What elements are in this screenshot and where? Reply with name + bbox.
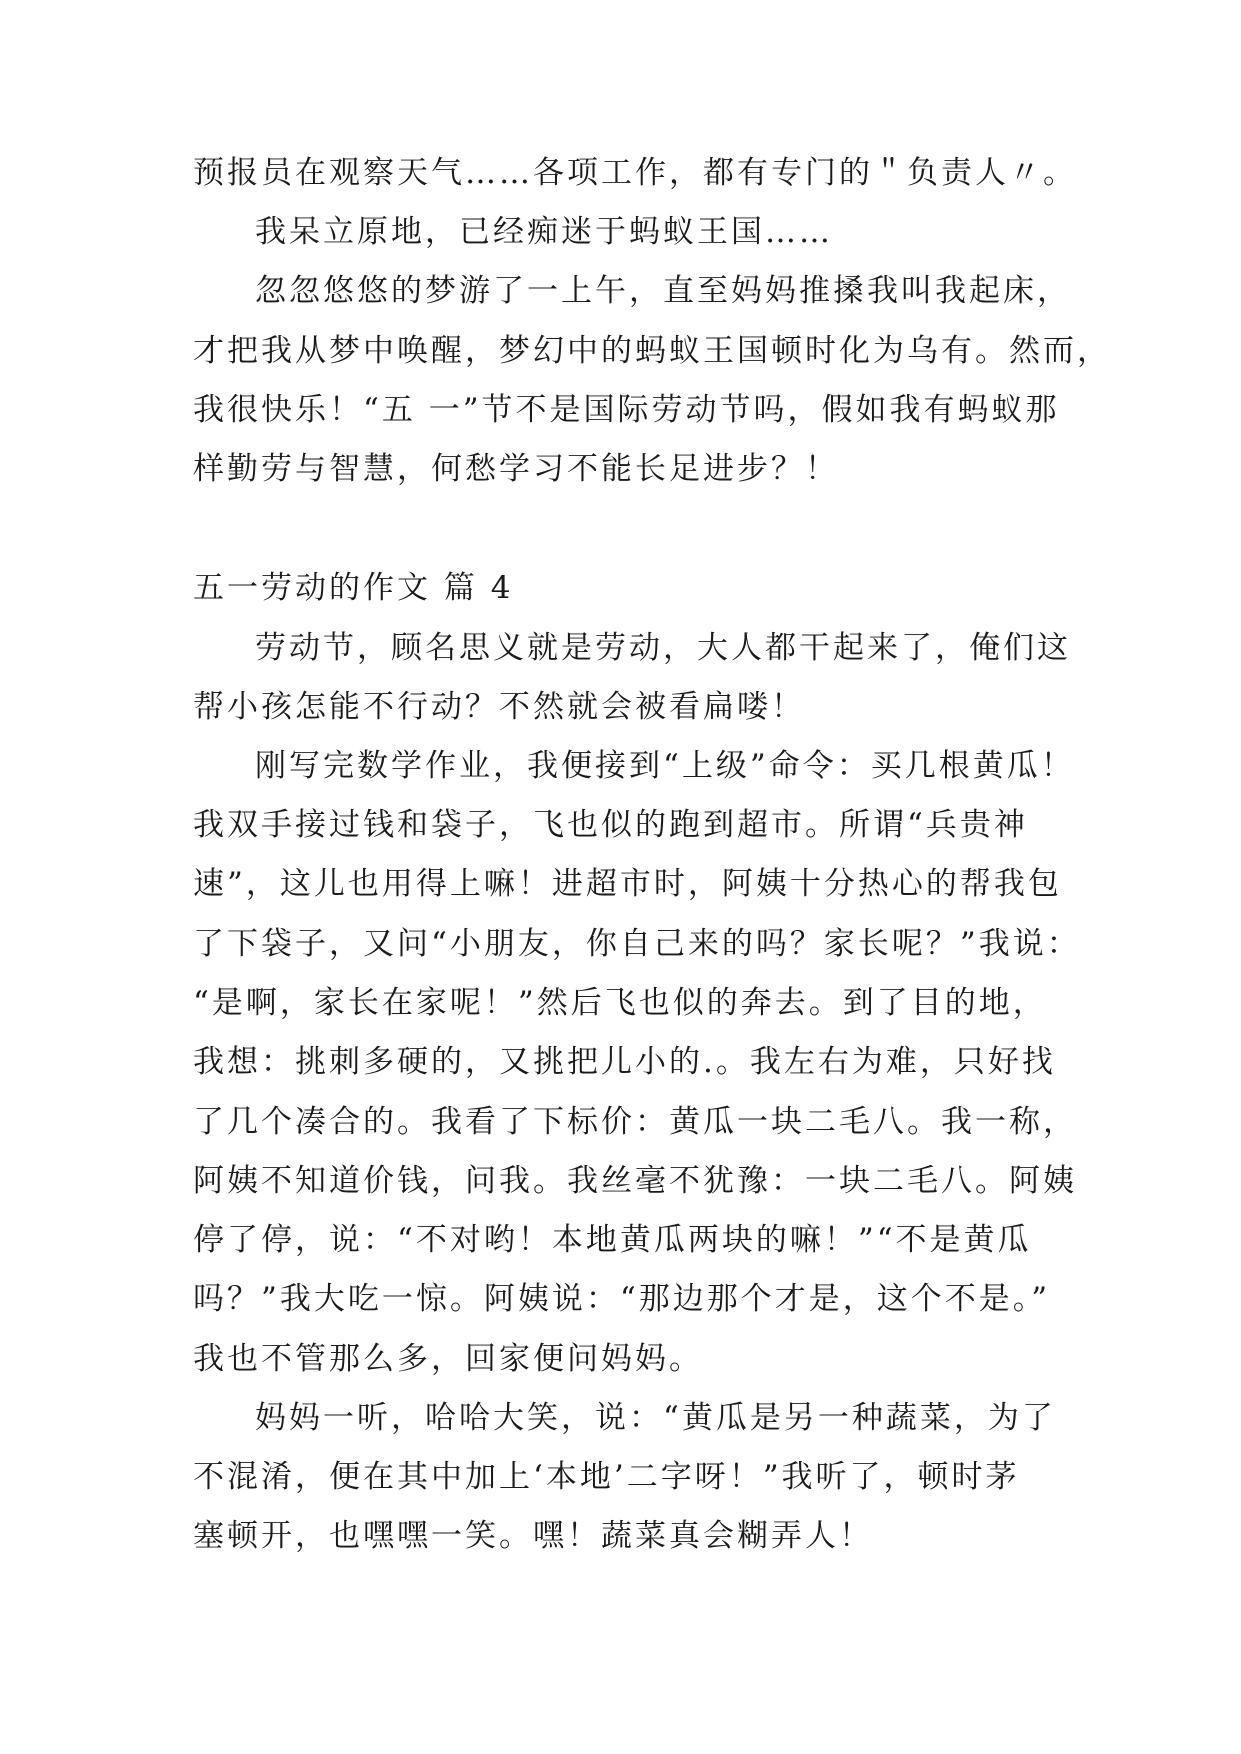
- section-heading: 五一劳动的作文 篇 4: [193, 570, 514, 606]
- text-line: 了下袋子，又问“小朋友，你自己来的吗？家长呢？”我说：: [193, 926, 1081, 962]
- text-line: 了几个凑合的。我看了下标价：黄瓜一块二毛八。我一称，: [193, 1104, 1077, 1140]
- text-line: 劳动节，顾名思义就是劳动，大人都干起来了，俺们这: [255, 630, 1071, 666]
- text-line: 我想：挑刺多硬的，又挑把儿小的.。我左右为难，只好找: [193, 1044, 1056, 1080]
- text-line: 样勤劳与智慧，何愁学习不能长足进步？！: [193, 451, 839, 487]
- text-line: “是啊，家长在家呢！”然后飞也似的奔去。到了目的地，: [193, 985, 1047, 1021]
- text-line: 才把我从梦中唤醒，梦幻中的蚂蚁王国顿时化为乌有。然而，: [193, 333, 1111, 369]
- text-line: 塞顿开，也嘿嘿一笑。嘿！蔬菜真会糊弄人！: [193, 1518, 873, 1554]
- text-line: 我双手接过钱和袋子，飞也似的跑到超市。所谓“兵贵神: [193, 807, 1028, 843]
- text-line: 刚写完数学作业，我便接到“上级”命令：买几根黄瓜！: [255, 748, 1075, 784]
- text-line: 吗？”我大吃一惊。阿姨说：“那边那个才是，这个不是。”: [193, 1281, 1051, 1317]
- text-line: 忽忽悠悠的梦游了一上午，直至妈妈推搡我叫我起床，: [255, 273, 1071, 309]
- text-line: 速”，这儿也用得上嘛！进超市时，阿姨十分热心的帮我包: [193, 866, 1062, 902]
- text-line: 预报员在观察天气……各项工作，都有专门的＂负责人〃。: [193, 155, 1077, 191]
- text-line: 我很快乐！“五 一”节不是国际劳动节吗，假如我有蚂蚁那: [193, 392, 1060, 428]
- text-line: 我也不管那么多，回家便问妈妈。: [193, 1341, 703, 1377]
- text-line: 阿姨不知道价钱，问我。我丝毫不犹豫：一块二毛八。阿姨: [193, 1163, 1077, 1199]
- text-line: 帮小孩怎能不行动？不然就会被看扁喽！: [193, 689, 805, 725]
- text-line: 我呆立原地，已经痴迷于蚂蚁王国……: [255, 214, 833, 250]
- text-line: 停了停，说：“不对哟！本地黄瓜两块的嘛！”“不是黄瓜: [193, 1222, 1032, 1258]
- text-line: 不混淆，便在其中加上‘本地’二字呀！”我听了，顿时茅: [193, 1459, 1020, 1495]
- text-line: 妈妈一听，哈哈大笑，说：“黄瓜是另一种蔬菜，为了: [255, 1400, 1056, 1436]
